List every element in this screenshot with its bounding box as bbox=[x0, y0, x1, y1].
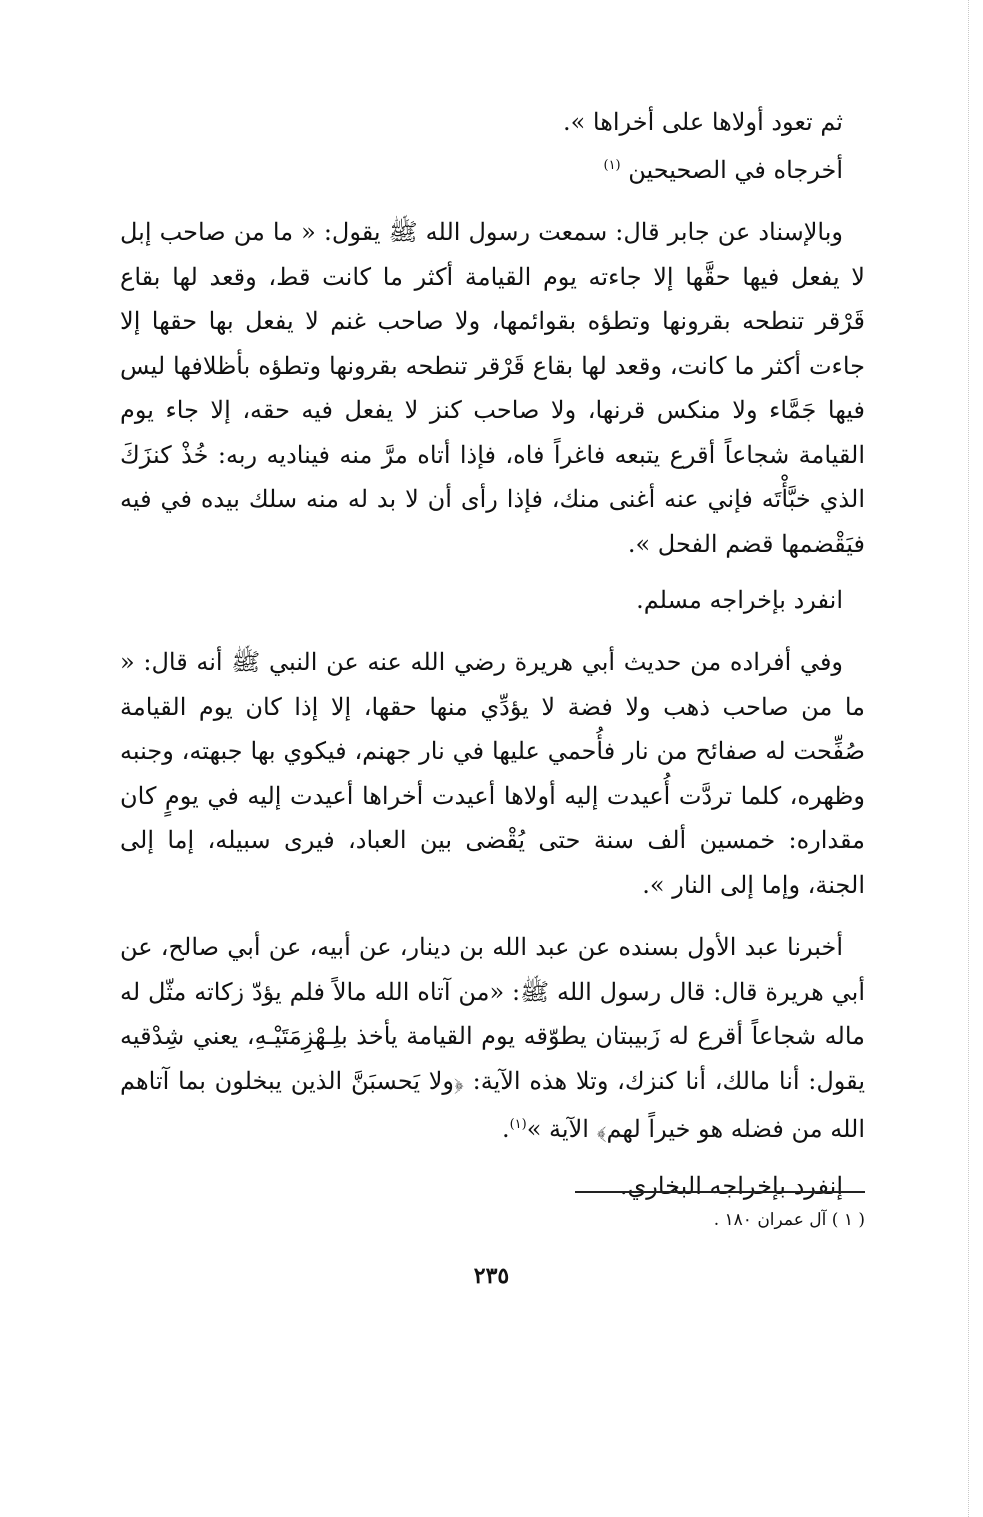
source-note-muslim: انفرد بإخراجه مسلم. bbox=[636, 586, 843, 614]
page-body bbox=[120, 100, 865, 1208]
footnote-ref: (١) bbox=[603, 158, 621, 173]
source-note bbox=[120, 144, 865, 192]
footnote-divider bbox=[575, 1191, 865, 1193]
hadith-paragraph-jabir: وبالإسناد عن جابر قال: سمعت رسول الله ﷺ يقول: « ما من صاحب إبل لا يفعل فيها حقَّها إلا جاءته يوم القيامة أكثر ما كانت قط، وقعد لها بقاع قَرْقر تنطحه بقرونها وتطؤه بقوائمها، ولا صاحب غنم لا يفعل بها حقها إلا جاءت أكثر ما كانت، وقعد لها بقاع قَرْقر تنطحه بقرونها وتطؤه بأظلافها ليس فيها جَمَّاء ولا منكس قرنها، ولا صاحب كنز لا يفعل فيه حقه، إلا جاء يوم القيامة شجاعاً أقرع يتبعه فاغراً فاه، فإذا أتاه مرَّ منه فيناديه ربه: خُذْ كنزَكَ الذي خبَّأْتَه فإني عنه أغنى منك، فإذا رأى أن لا بد له منه سلك بيده في فيه فيَقْضمها قضم الفحل ». bbox=[120, 218, 865, 558]
hadith-paragraph-abu-hurayra: وفي أفراده من حديث أبي هريرة رضي الله عنه عن النبي ﷺ أنه قال: « ما من صاحب ذهب ولا فضة لا يؤدِّي منها حقها، إلا إذا كان يوم القيامة صُفِّحت له صفائح من نار فأُحمي عليها في نار جهنم، فيكوي بها جبهته، وجنبه وظهره، كلما تردَّت أُعيدت إليه أولاها أعيدت أخراها أعيدت إليه في يومٍ كان مقداره: خمسين ألف سنة حتى يُقْضى بين العباد، فيرى سبيله، إما إلى الجنة، وإما إلى النار ». bbox=[120, 648, 865, 899]
page-number: ٢٣٥ bbox=[473, 1263, 510, 1289]
hadith-text: أخبرنا عبد الأول بسنده عن عبد الله بن دينار، عن أبيه، عن أبي صالح، عن أبي هريرة قال: قال رسول الله ﷺ: «من آتاه الله مالاً فلم يؤدّ زكاته مثّل له ماله شجاعاً أقرع له زَبيبتان يطوّقه يوم القيامة يأخذ بلِـهْزِمَتَيْـهِ، يعني شِدْقيه يقول: أنا مالك، أنا كنزك، وتلا هذه الآية: ﴿ولا يَحسبَنَّ الذين يبخلون بما آتاهم الله من فضله هو خيراً لهم﴾ الآية » bbox=[120, 933, 865, 1143]
hadith-paragraph-bukhari bbox=[120, 925, 865, 1152]
scan-edge-line bbox=[967, 0, 969, 1517]
source-note-text: أخرجاه في الصحيحين bbox=[628, 156, 843, 184]
footnote-ref: (١) bbox=[509, 1117, 527, 1132]
continuation-line: ثم تعود أولاها على أخراها ». bbox=[562, 108, 843, 136]
source-note-bukhari: إنفرد بإخراجه البخاري. bbox=[619, 1171, 843, 1200]
hadith-end-mark: . bbox=[501, 1115, 510, 1143]
footnote: ( ١ ) آل عمران ١٨٠ . bbox=[713, 1210, 865, 1230]
